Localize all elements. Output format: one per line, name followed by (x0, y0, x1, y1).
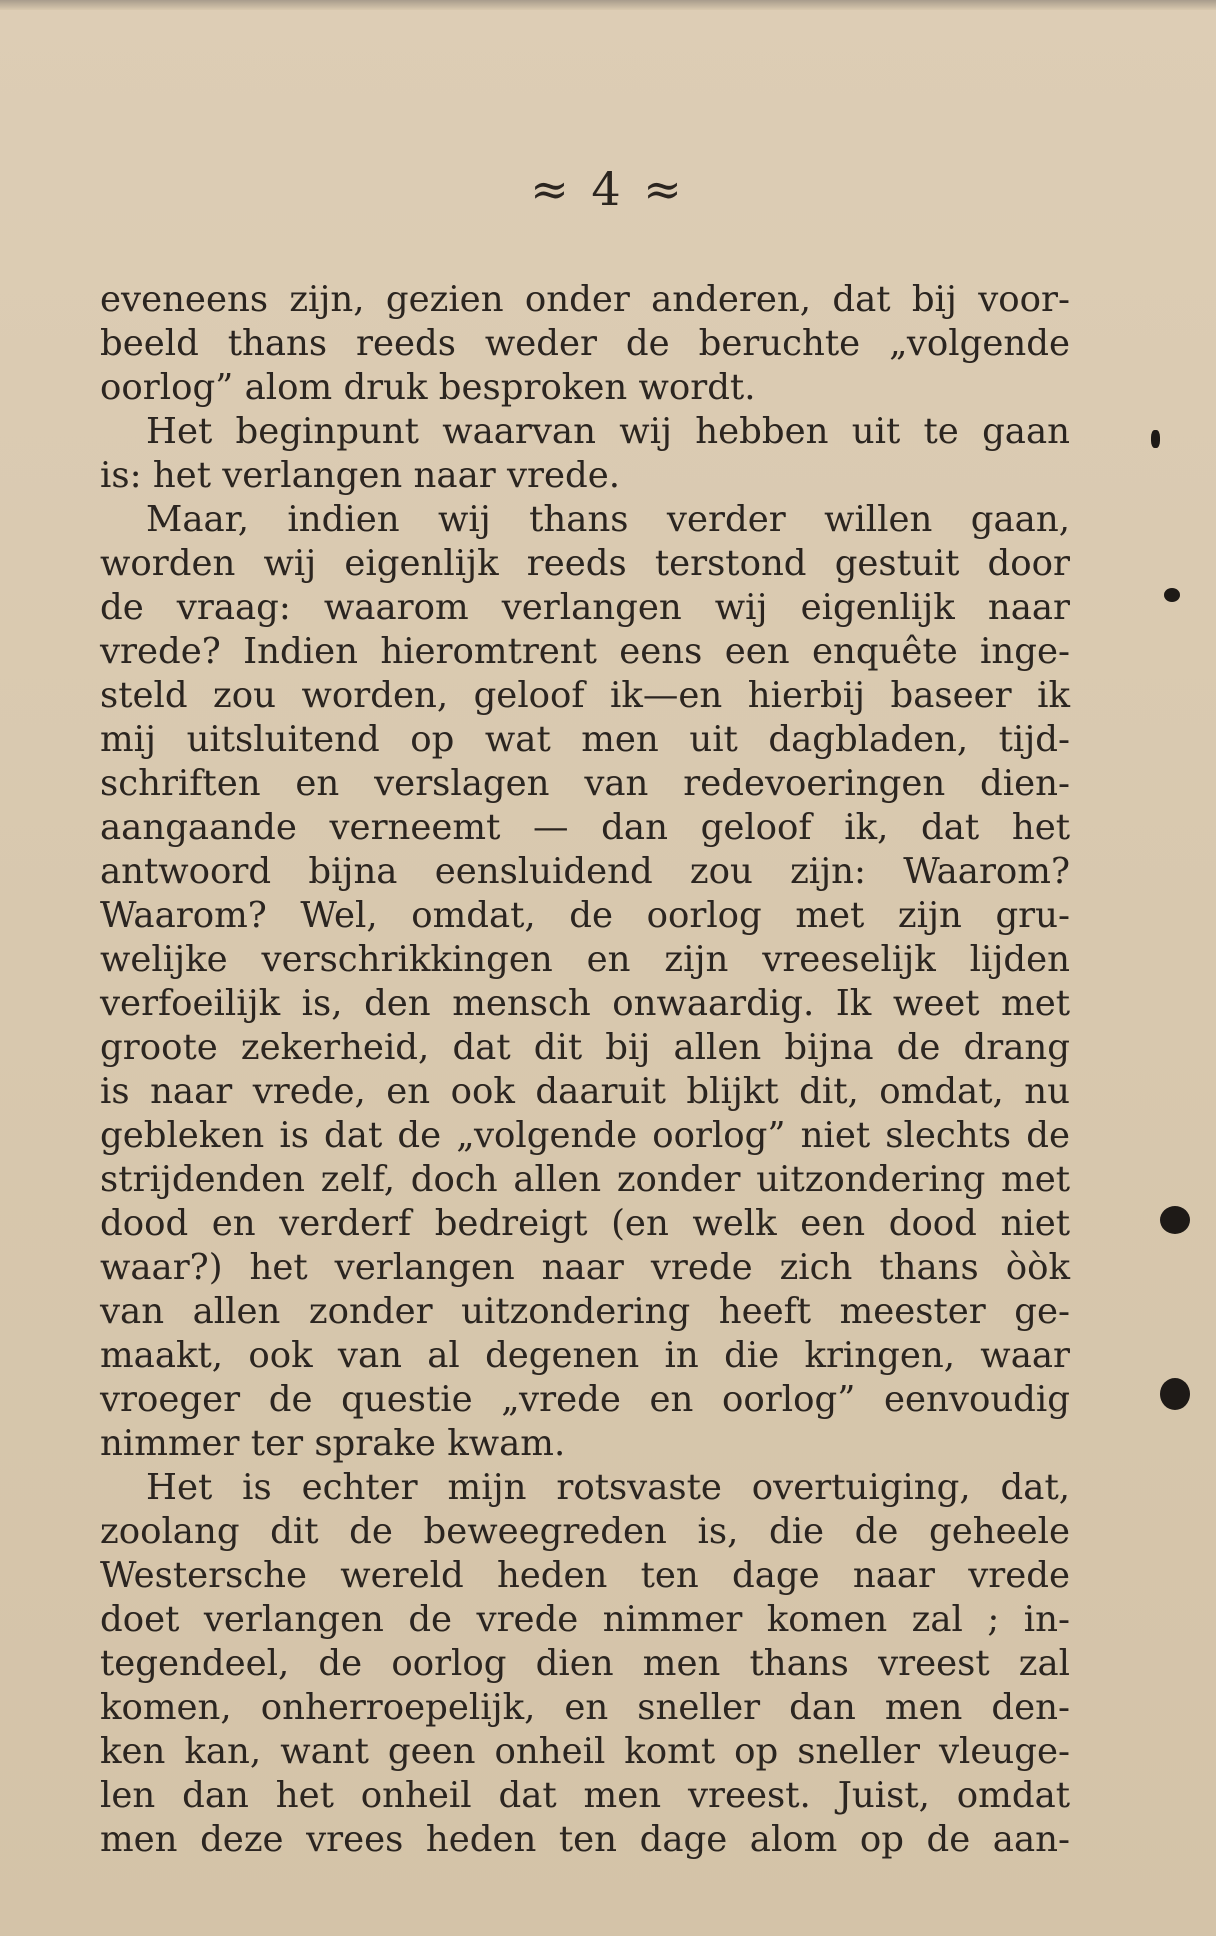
text-line: steld zou worden, geloof ik—en hierbij baseer ik (100, 675, 1070, 716)
text-line: schriften en verslagen van redevoeringen dien- (100, 763, 1070, 804)
text-line: mij uitsluitend op wat men uit dagbladen, tijd- (100, 719, 1070, 760)
page-top-edge (0, 0, 1216, 10)
text-line: nimmer ter sprake kwam. (100, 1423, 566, 1464)
text-line: strijdenden zelf, doch allen zonder uitzondering met (100, 1159, 1070, 1200)
text-line: vrede? Indien hieromtrent eens een enquête inge- (100, 631, 1070, 672)
text-line: is: het verlangen naar vrede. (100, 455, 621, 496)
ink-blot (1160, 1378, 1190, 1410)
text-line: vroeger de questie „vrede en oorlog” eenvoudig (100, 1379, 1070, 1420)
ink-blot (1160, 1206, 1190, 1234)
text-line: de vraag: waarom verlangen wij eigenlijk naar (100, 587, 1070, 628)
text-line: worden wij eigenlijk reeds terstond gestuit door (100, 543, 1070, 584)
text-line: Het is echter mijn rotsvaste overtuiging, dat, (146, 1467, 1070, 1508)
page-number: ≈ 4 ≈ (530, 162, 686, 216)
text-line: doet verlangen de vrede nimmer komen zal ; in- (100, 1599, 1070, 1640)
text-line: oorlog” alom druk besproken wordt. (100, 367, 756, 408)
ink-blot (1151, 430, 1160, 448)
text-line: Waarom? Wel, omdat, de oorlog met zijn gru- (100, 895, 1070, 936)
text-line: men deze vrees heden ten dage alom op de aan- (100, 1819, 1070, 1860)
text-line: van allen zonder uitzondering heeft meester ge- (100, 1291, 1070, 1332)
text-line: komen, onherroepelijk, en sneller dan men den- (100, 1687, 1070, 1728)
text-line: Westersche wereld heden ten dage naar vrede (100, 1555, 1070, 1596)
text-line: dood en verderf bedreigt (en welk een dood niet (100, 1203, 1070, 1244)
text-line: eveneens zijn, gezien onder anderen, dat bij voor- (100, 279, 1070, 320)
text-line: Het beginpunt waarvan wij hebben uit te gaan (146, 411, 1070, 452)
text-line: antwoord bijna eensluidend zou zijn: Waarom? (100, 851, 1070, 892)
text-line: len dan het onheil dat men vreest. Juist, omdat (100, 1775, 1070, 1816)
text-line: maakt, ook van al degenen in die kringen, waar (100, 1335, 1070, 1376)
text-line: is naar vrede, en ook daaruit blijkt dit, omdat, nu (100, 1071, 1070, 1112)
text-line: zoolang dit de beweegreden is, die de geheele (100, 1511, 1070, 1552)
text-line: beeld thans reeds weder de beruchte „volgende (100, 323, 1070, 364)
text-line: waar?) het verlangen naar vrede zich thans òòk (100, 1247, 1070, 1288)
text-line: ken kan, want geen onheil komt op sneller vleuge- (100, 1731, 1070, 1772)
text-line: gebleken is dat de „volgende oorlog” niet slechts de (100, 1115, 1070, 1156)
text-line: groote zekerheid, dat dit bij allen bijna de drang (100, 1027, 1070, 1068)
text-line: verfoeilijk is, den mensch onwaardig. Ik weet met (100, 983, 1070, 1024)
text-line: tegendeel, de oorlog dien men thans vreest zal (100, 1643, 1070, 1684)
text-line: Maar, indien wij thans verder willen gaan, (146, 499, 1070, 540)
body-text (100, 278, 1070, 1862)
text-line: aangaande verneemt — dan geloof ik, dat het (100, 807, 1070, 848)
ink-blot (1164, 588, 1180, 602)
text-line: welijke verschrikkingen en zijn vreeselijk lijden (100, 939, 1070, 980)
